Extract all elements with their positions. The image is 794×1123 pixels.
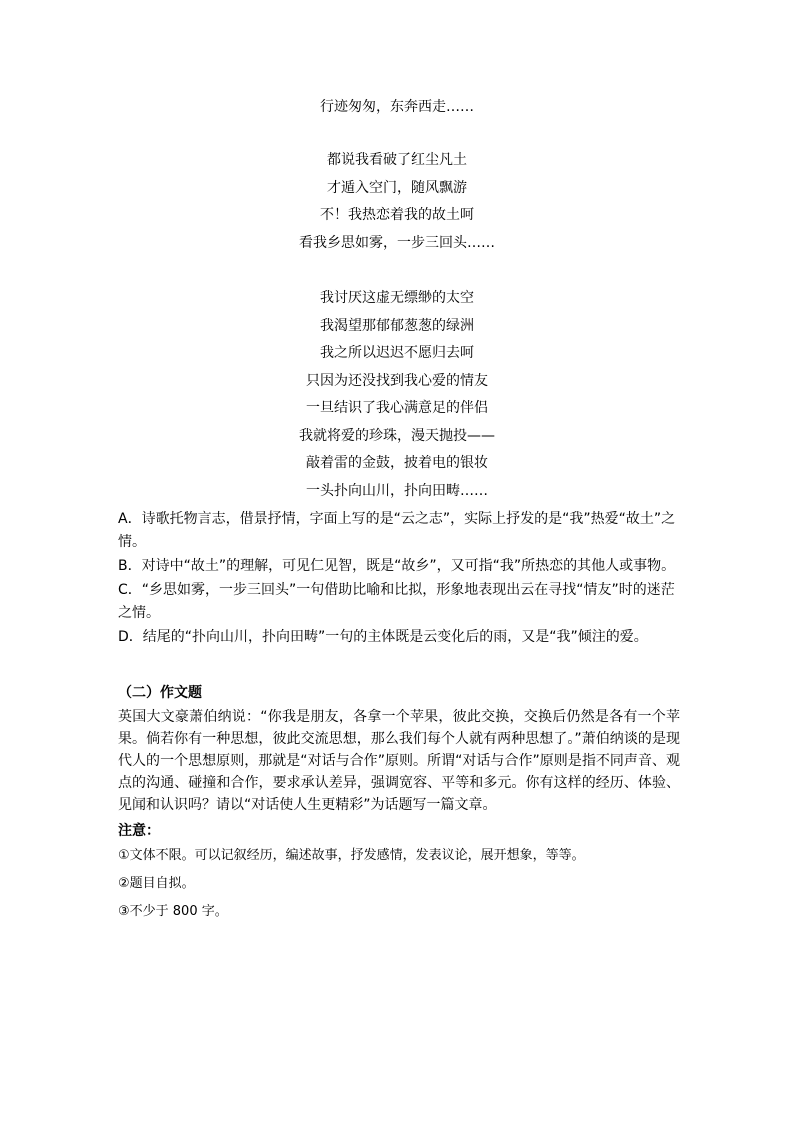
poem-line: 都说我看破了红尘凡土	[327, 152, 467, 168]
answer-options	[118, 508, 680, 650]
option-b: B．对诗中“故土”的理解，可见仁见智，既是“故乡”，又可指“我”所热恋的其他人或事物。	[118, 558, 676, 574]
poem-line: 我渴望那郁郁葱葱的绿洲	[320, 317, 474, 334]
poem-stanza-2	[0, 147, 794, 257]
note-item: ②题目自拟。	[118, 876, 195, 891]
poem-line: 行迹匆匆，东奔西走……	[320, 99, 474, 115]
poem-line: 不！我热恋着我的故土呵	[320, 207, 474, 223]
poem-line: 我讨厌这虚无缥缈的太空	[320, 290, 474, 306]
poem-line: 才遁入空门，随风飘游	[327, 179, 467, 196]
poem-line: 只因为还没找到我心爱的情友	[306, 372, 488, 389]
poem-line: 敲着雷的金鼓，披着电的银妆	[306, 455, 488, 471]
poem-stanza-3	[0, 285, 794, 505]
section-title: （二）作文题	[118, 685, 202, 701]
option-c: C．“乡思如雾，一步三回头”一句借助比喻和比拟，形象地表现出云在寻找“情友”时的迷茫之情。	[118, 582, 675, 621]
note-item: ③不少于 800 字。	[118, 904, 228, 919]
poem-line: 一旦结识了我心满意足的伴侣	[306, 400, 488, 416]
poem-line: 看我乡思如雾，一步三回头……	[299, 234, 495, 251]
note-item: ①文体不限。可以记叙经历，编述故事，抒发感情，发表议论，展开想象，等等。	[118, 848, 585, 863]
notes-title: 注意：	[118, 823, 160, 839]
poem-line: 我就将爱的珍珠，漫天抛投——	[299, 427, 495, 444]
poem-line: 我之所以迟迟不愿归去呵	[320, 345, 474, 361]
essay-prompt: 英国大文豪萧伯纳说：“你我是朋友，各拿一个苹果，彼此交换，交换后仍然是各有一个苹果。倘若你有一种思想，彼此交流思想，那么我们每个人就有两种思想了。”萧伯纳谈的是现代人的一个思想原则，那就是“对话与合作”原则。所谓“对话与合作”原则是指不同声音、观点的沟通、碰撞和合作，要求承认差异，强调宽容、平等和多元。你有这样的经历、体验、见闻和认识吗？请以“对话使人生更精彩”为话题写一篇文章。	[118, 709, 680, 813]
option-a: A．诗歌托物言志，借景抒情，字面上写的是“云之志”，实际上抒发的是“我”热爱“故土”之情。	[118, 511, 676, 550]
poem-line: 一头扑向山川，扑向田畴……	[306, 482, 488, 499]
option-d: D．结尾的“扑向山川，扑向田畴”一句的主体既是云变化后的雨，又是“我”倾注的爱。	[118, 629, 648, 645]
poem-stanza-1	[0, 94, 794, 122]
